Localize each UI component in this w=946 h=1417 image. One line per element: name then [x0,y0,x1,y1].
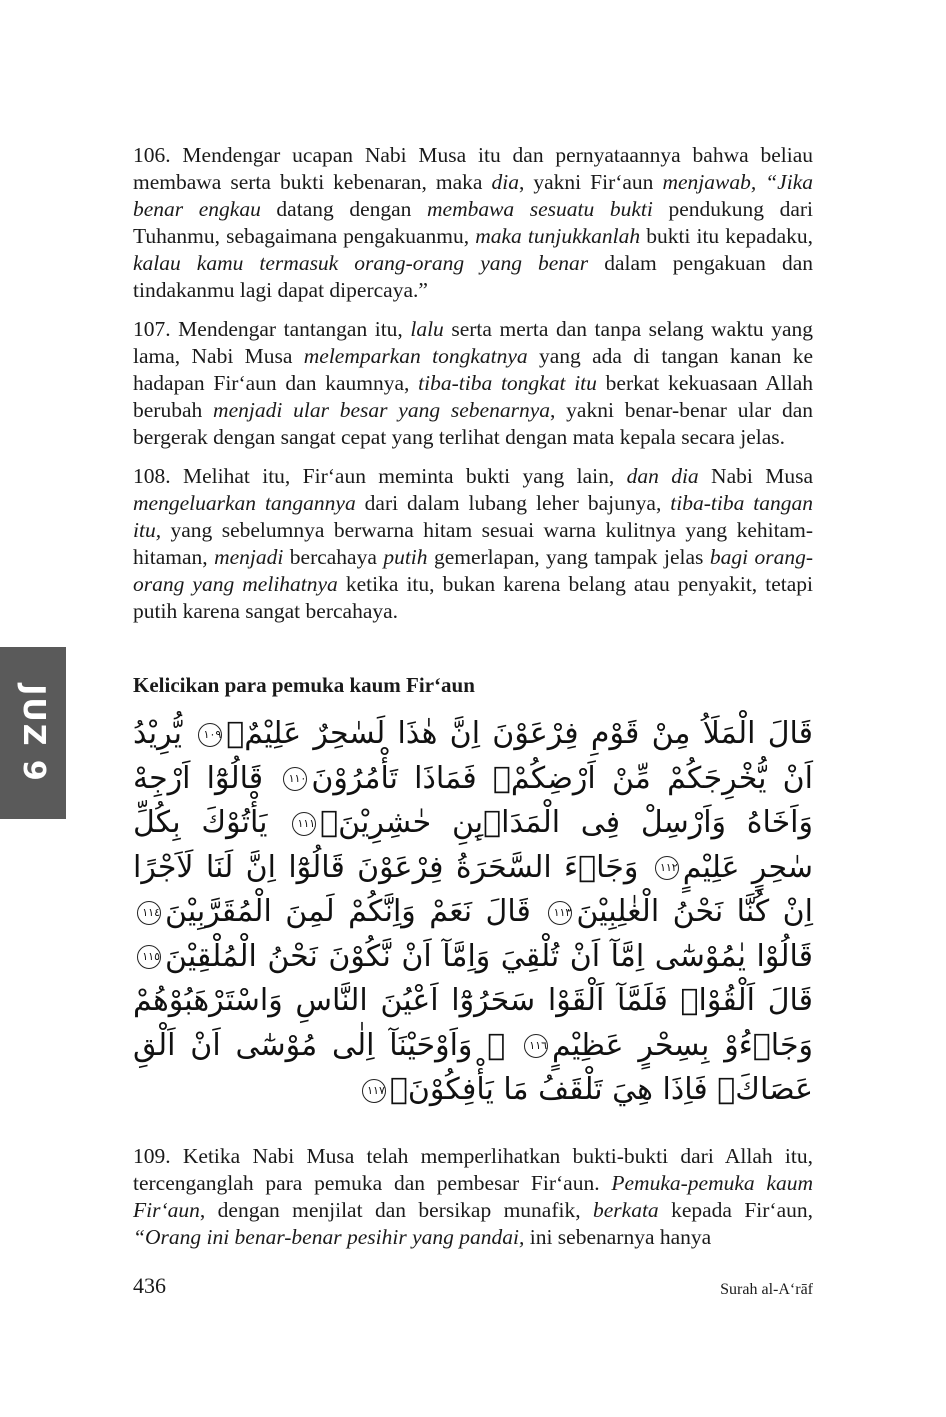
italic-run: mengeluarkan tangannya [133,491,356,515]
text-run: dalam pengakuan dan tindakanmu lagi dapat dipercaya.” [133,251,813,302]
verse-number-marker: ١١٦ [524,1034,548,1058]
verse-number-marker: ١١٢ [655,856,679,880]
verse-number-marker: ١١٧ [362,1079,386,1103]
italic-run: lalu [410,317,444,341]
verse-number-marker: ١١٤ [137,901,161,925]
italic-run: berkata [593,1197,659,1222]
italic-run: menjadi ular besar yang sebenarnya [213,398,550,422]
arabic-verse-text: ۞ وَاَوْحَيْنَآ اِلٰى مُوْسٰٓى اَنْ اَلْقِ عَصَاكَۚ فَاِذَا هِيَ تَلْقَفُ مَا يَأْفِكُوْنَۚ [133,1027,813,1107]
text-run: pendukung dari Tuhanmu, sebagaimana pengakuanmu, [133,197,813,248]
text-run: ketika itu, bukan karena belang atau penyakit, tetapi putih karena sangat bercahaya. [133,572,813,623]
text-run: ini sebenarnya hanya [524,1224,712,1249]
text-run: yang sebelumnya berwarna hitam sesuai warna kulitnya yang kehitam-hitaman, [133,518,813,569]
arabic-verse-text: يُّرِيْدُ اَنْ يُّخْرِجَكُمْ مِّنْ اَرْضِكُمْۚ فَمَاذَا تَأْمُرُوْنَ [133,716,813,796]
text-run: 109. Ketika Nabi Musa telah memperlihatkan bukti-bukti dari Allah itu, tercenganglah para pemuka dan pembesar Fir‘aun. [133,1143,813,1195]
text-run: , dengan menjilat dan bersikap munafik, [199,1197,593,1222]
text-run: 106. Mendengar ucapan Nabi Musa itu dan pernyataannya bahwa beliau membawa serta bukti kebenaran, maka [133,143,813,194]
text-run: berkat kekuasaan Allah berubah [133,371,813,422]
verse-number-marker: ١٠٩ [198,723,222,747]
text-run: bercahaya [283,545,384,569]
verse-number-marker: ١١١ [292,812,316,836]
text-run: kepada Fir‘aun, [658,1197,813,1222]
italic-run: tiba-tiba tongkat itu [418,371,597,395]
italic-run: tiba-tiba tangan itu, [133,491,814,542]
arabic-verse-text: يَأْتُوْكَ بِكُلِّ سٰحِرٍ عَلِيْمٍ [133,805,813,885]
italic-run: bagi orang-orang yang melihatnya [133,545,813,596]
arabic-verse-text: قَالُوْا يٰمُوْسٰٓى اِمَّآ اَنْ تُلْقِيَ وَاِمَّآ اَنْ نَّكُوْنَ نَحْنُ الْمُلْقِيْنَ [165,938,813,974]
verse-number-marker: ١١٠ [283,767,307,791]
italic-run: “Orang ini benar-benar pesihir yang pandai, [133,1224,525,1249]
paragraph-107 [133,316,813,451]
arabic-verse-text: قَالَ اَلْقُوْاۚ فَلَمَّآ اَلْقَوْا سَحَرُوْٓا اَعْيُنَ النَّاسِ وَاسْتَرْهَبُوْهُمْ وَجَاۤءُوْ بِسِحْرٍ عَظِيْمٍ [133,983,813,1063]
text-run: yang ada di tangan kanan ke hadapan Fir‘aun dan kaumnya, [133,344,813,395]
text-run: dari dalam lubang leher bajunya, [355,491,671,515]
juz-label: JUZ 9 [15,683,51,783]
juz-side-tab [0,647,66,819]
surah-name: Surah al-A‘rāf [720,1281,813,1298]
italic-run: maka tunjukkanlah [475,224,641,248]
paragraph-109 [133,1143,813,1251]
arabic-verse-text: وَجَاۤءَ السَّحَرَةُ فِرْعَوْنَ قَالُوْٓا اِنَّ لَنَا لَاَجْرًا اِنْ كُنَّا نَحْنُ الْغٰلِبِيْنَ [133,849,813,929]
italic-run: kalau kamu termasuk orang-orang yang benar [133,251,589,275]
italic-run: menjadi [214,545,284,569]
arabic-verse-text: قَالُوْٓا اَرْجِهْ وَاَخَاهُ وَاَرْسِلْ فِى الْمَدَاۤىِٕنِ حٰشِرِيْنَۙ [133,760,813,840]
italic-run: menjawab, “Jika benar engkau [133,170,813,221]
italic-run: melemparkan tongkatnya [303,344,528,368]
text-run: bukti itu kepadaku, [640,224,813,248]
arabic-verse-text: قَالَ نَعَمْ وَاِنَّكُمْ لَمِنَ الْمُقَرَّبِيْنَ [165,894,531,929]
section-heading: Kelicikan para pemuka kaum Fir‘aun [133,673,475,697]
text-run: Nabi Musa [698,464,813,488]
italic-run: membawa sesuatu bukti [427,197,653,221]
arabic-verses-block [133,712,813,1113]
page-number: 436 [133,1273,166,1298]
text-run: , yakni Fir‘aun [518,170,663,194]
italic-run: dia [491,170,519,194]
arabic-verse-text: قَالَ الْمَلَاُ مِنْ قَوْمِ فِرْعَوْنَ اِنَّ هٰذَا لَسٰحِرٌ عَلِيْمٌۙ [226,716,814,751]
italic-run: dan dia [626,464,699,488]
text-run: datang dengan [260,197,427,221]
paragraph-106 [133,142,813,304]
verse-number-marker: ١١٥ [137,945,161,969]
text-run: 107. Mendengar tantangan itu, [133,317,411,341]
paragraph-108 [133,463,813,625]
main-column [133,142,813,1263]
text-run: serta merta dan tanpa selang waktu yang lama, Nabi Musa [133,317,814,368]
verse-number-marker: ١١٣ [548,901,572,925]
text-run: gemerlapan, yang tampak jelas [427,545,710,569]
italic-run: putih [383,545,428,569]
text-run: , yakni benar-benar ular dan bergerak dengan sangat cepat yang terlihat dengan mata kepala secara jelas. [133,398,813,449]
text-run: 108. Melihat itu, Fir‘aun meminta bukti yang lain, [133,464,627,488]
italic-run: Pemuka-pemuka kaum Fir‘aun [133,1170,813,1222]
